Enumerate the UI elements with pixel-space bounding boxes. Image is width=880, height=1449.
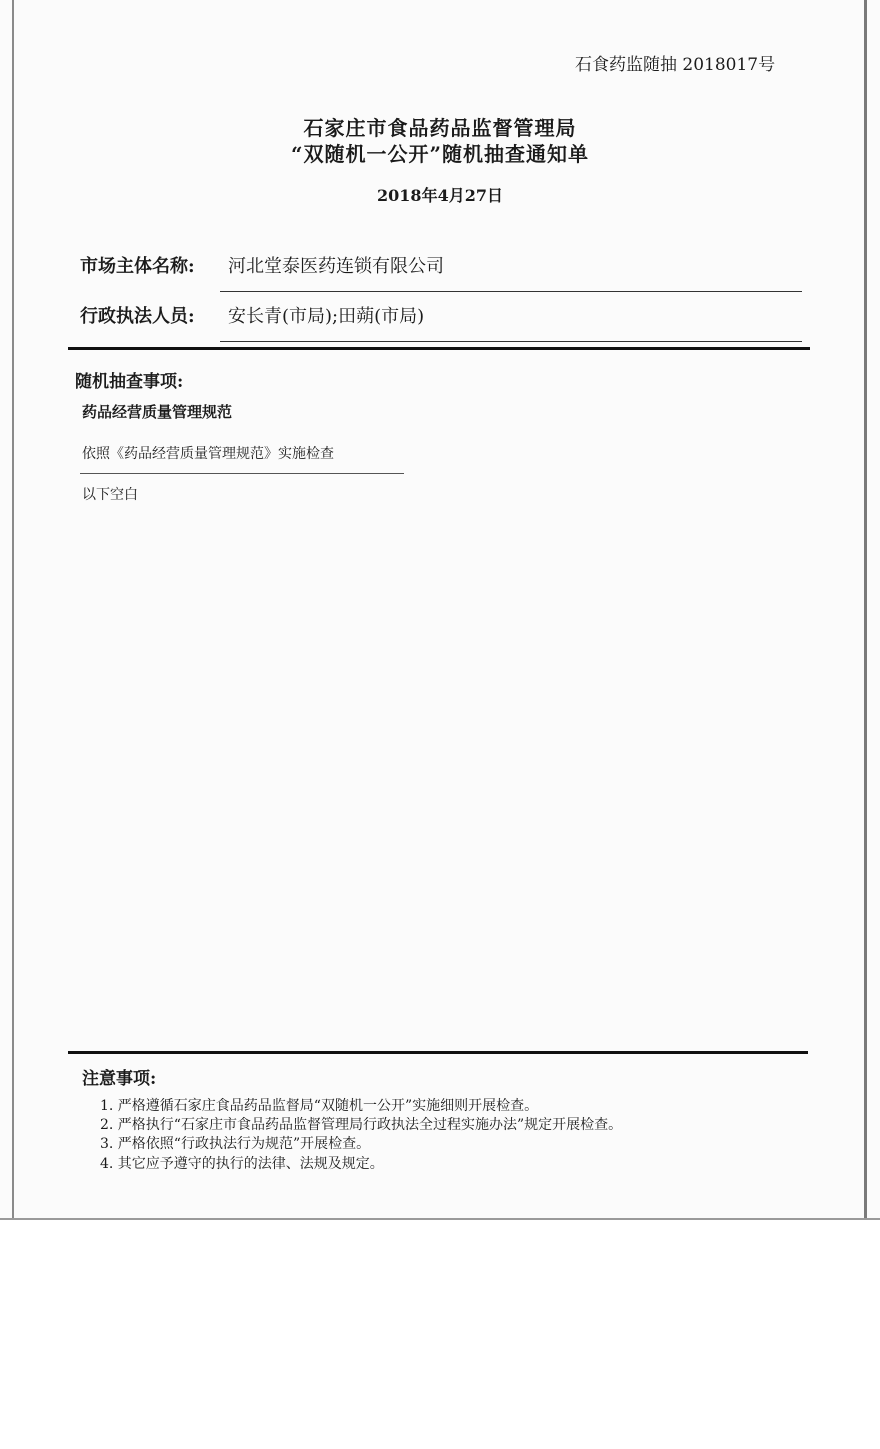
note-item-1: 1. 严格遵循石家庄食品药品监督局“双随机一公开”实施细则开展检查。 [100, 1098, 539, 1114]
note-item-2: 2. 严格执行“石家庄市食品药品监督管理局行政执法全过程实施办法”规定开展检查。 [100, 1117, 623, 1133]
title-agency: 石家庄市食品药品监督管理局 [303, 116, 577, 140]
officers-value: 安长青(市局);田蒴(市局) [228, 306, 425, 327]
blank-note: 以下空白 [82, 487, 138, 503]
note-item-3: 3. 严格依照“行政执法行为规范”开展检查。 [100, 1136, 371, 1152]
subject-value: 河北堂泰医药连锁有限公司 [228, 256, 444, 277]
section-divider-top [68, 347, 810, 350]
section-divider-bottom [68, 1051, 808, 1054]
notes-heading: 注意事项: [82, 1069, 157, 1089]
issue-date: 2018年4月27日 [377, 186, 503, 205]
subject-label: 市场主体名称: [80, 256, 195, 277]
inspection-item-underline [80, 473, 404, 474]
note-item-4: 4. 其它应予遵守的执行的法律、法规及规定。 [100, 1156, 384, 1172]
inspection-heading: 随机抽查事项: [75, 372, 184, 392]
officers-underline [220, 341, 802, 342]
title-notice: “双随机一公开”随机抽查通知单 [290, 142, 589, 166]
officers-label: 行政执法人员: [80, 306, 195, 327]
page-edge-bottom [0, 1218, 880, 1220]
document-number: 石食药监随抽 2018017号 [575, 55, 776, 75]
subject-underline [220, 291, 802, 292]
inspection-item-title: 药品经营质量管理规范 [82, 403, 233, 421]
inspection-item-basis: 依照《药品经营质量管理规范》实施检查 [82, 446, 334, 462]
